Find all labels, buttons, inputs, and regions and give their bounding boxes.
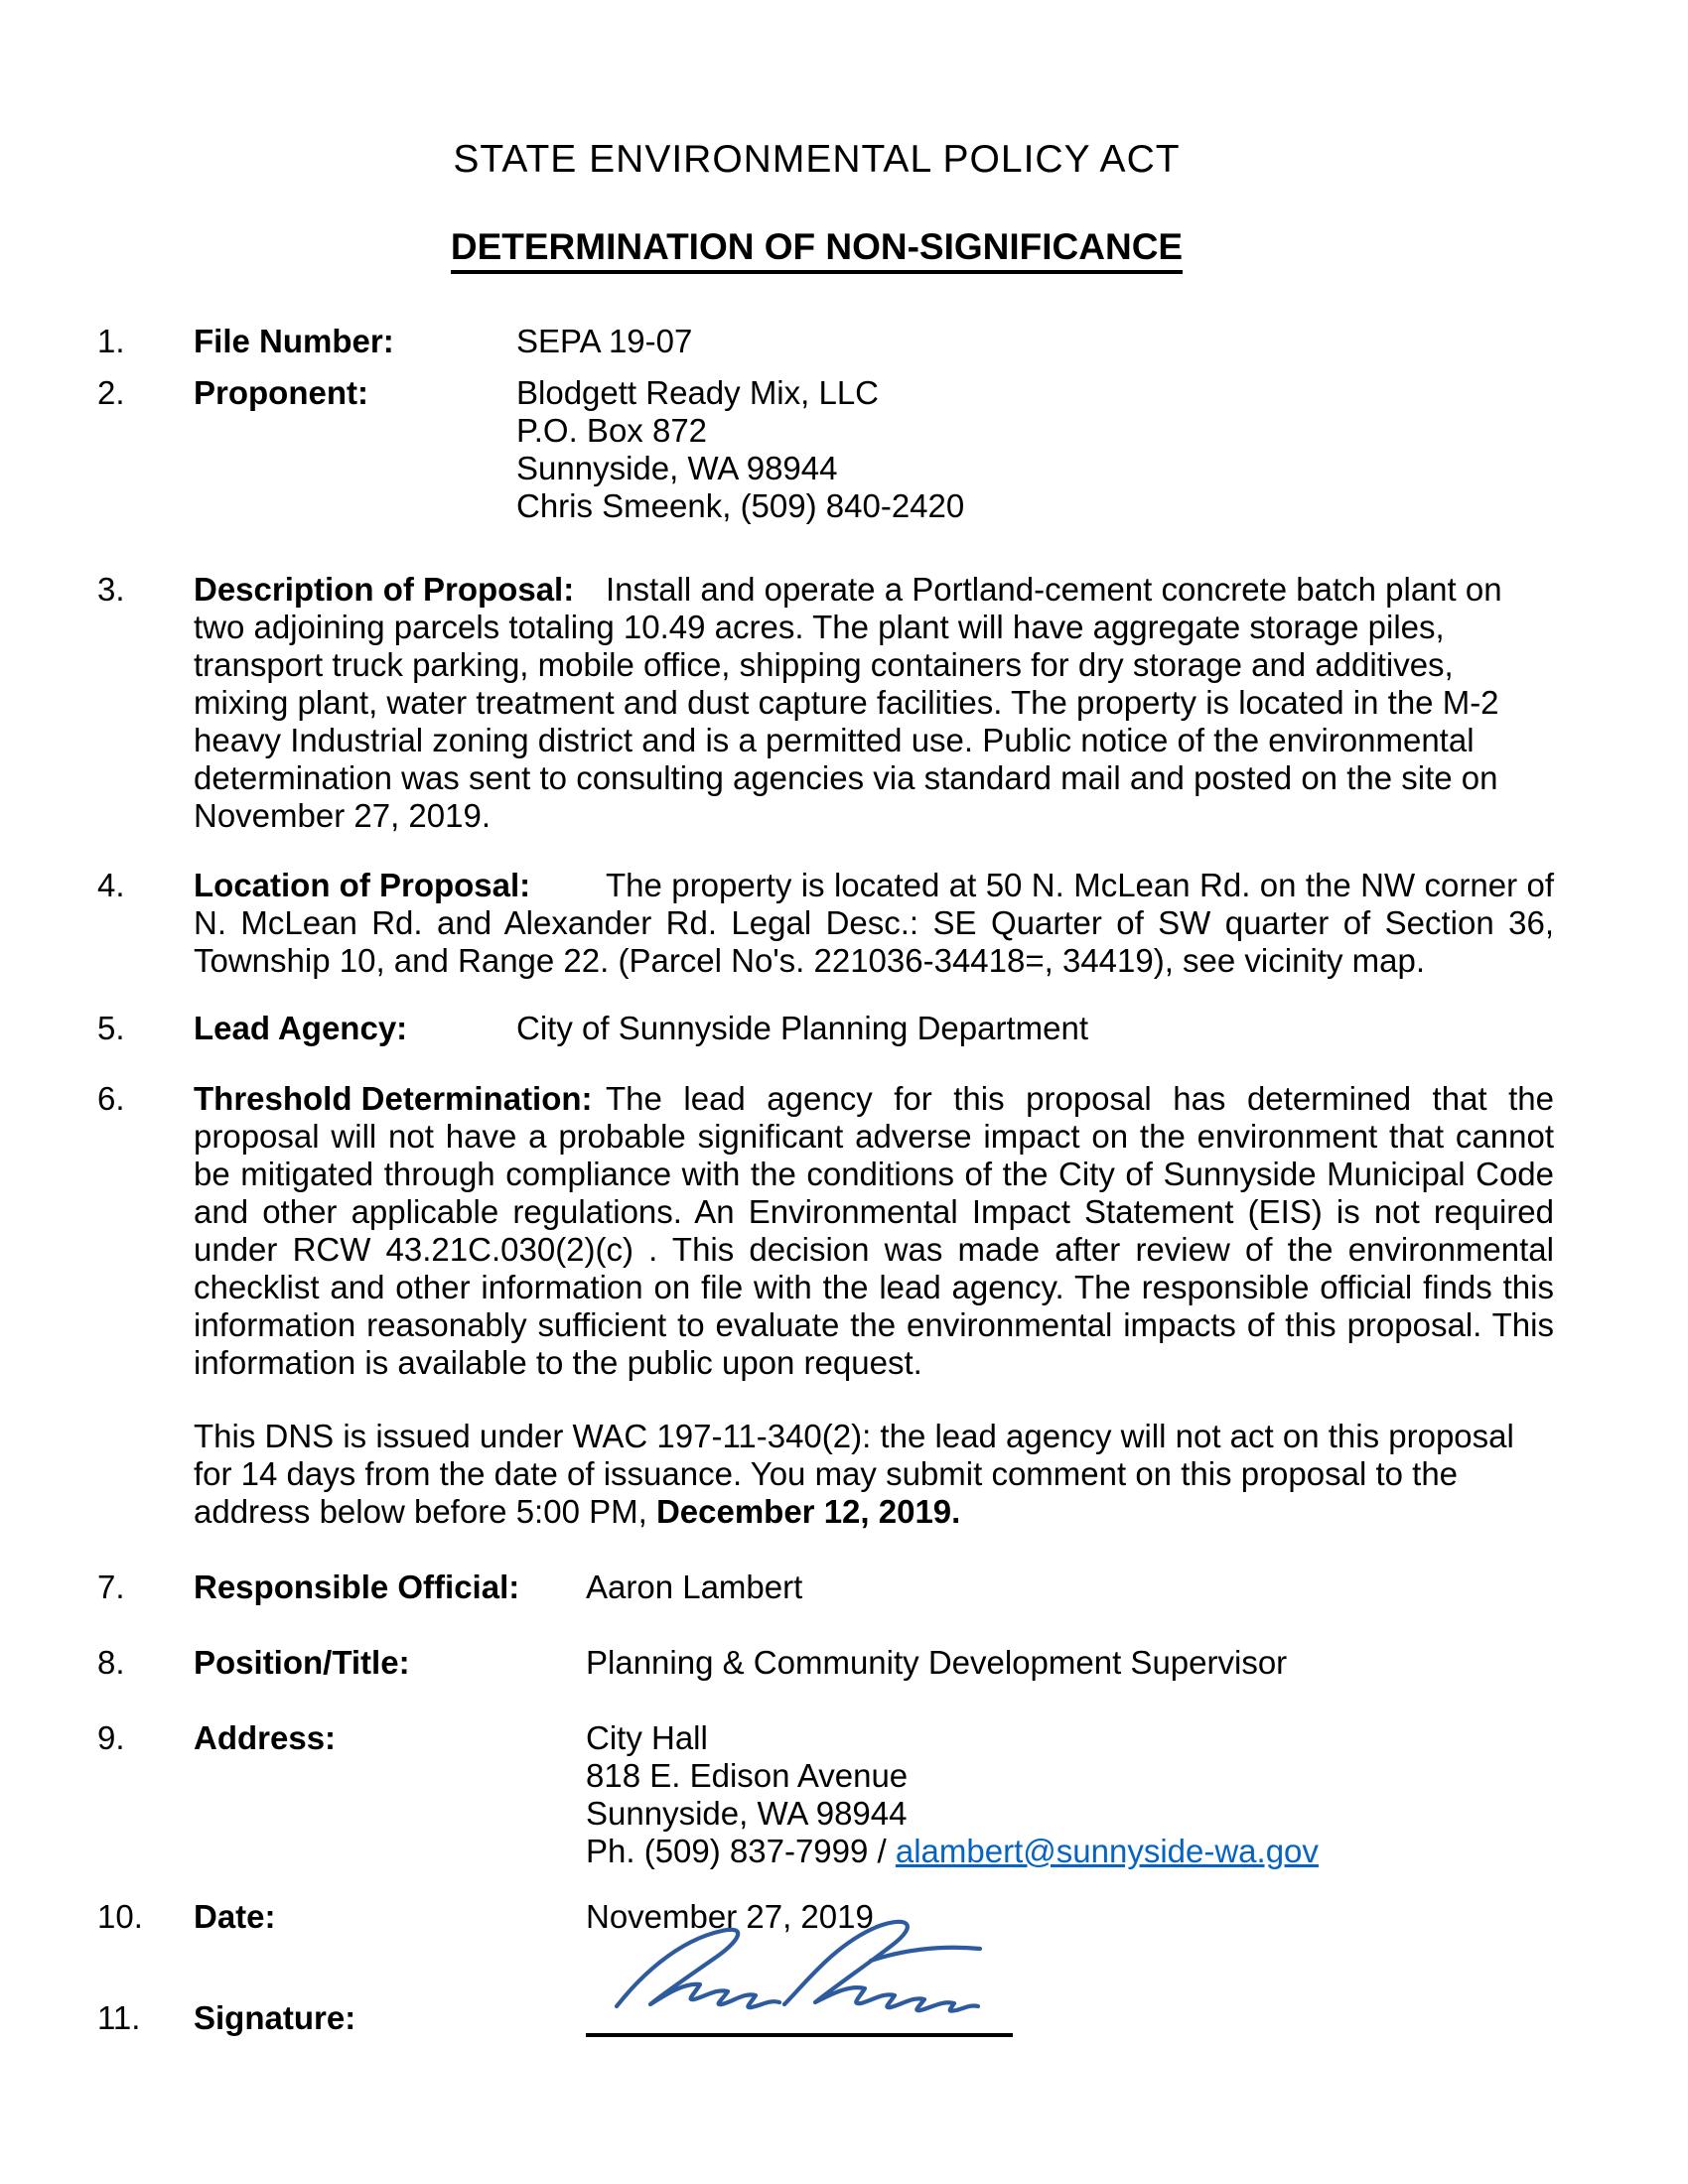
item-address bbox=[0, 1719, 1688, 1870]
item-label: Address: bbox=[194, 1719, 337, 1756]
proponent-po-box: P.O. Box 872 bbox=[516, 412, 708, 449]
item-signature bbox=[0, 1999, 1688, 2089]
phone-number: Ph. (509) 837-7999 / bbox=[586, 1833, 896, 1869]
item-number: 2. bbox=[97, 374, 125, 411]
proponent-name: Blodgett Ready Mix, LLC bbox=[516, 374, 880, 411]
item-label: Signature: bbox=[194, 1999, 356, 2036]
item-label: Location of Proposal: bbox=[194, 867, 531, 903]
item-label: Position/Title: bbox=[194, 1644, 410, 1681]
position-title-value: Planning & Community Development Supervisor bbox=[586, 1644, 1288, 1681]
email-link[interactable]: alambert@sunnyside-wa.gov bbox=[895, 1833, 1319, 1869]
dns-deadline-date: December 12, 2019. bbox=[655, 1493, 961, 1530]
proponent-city: Sunnyside, WA 98944 bbox=[516, 450, 838, 486]
item-number: 7. bbox=[97, 1569, 125, 1605]
item-label: Date: bbox=[194, 1898, 276, 1935]
location-text: The property is located at 50 N. McLean Rd. on the NW corner of N. McLean Rd. and Alexander Rd. Legal Desc.: SE Quarter of SW quarter of Section 36, Township 10, and Range 22. (Parcel No's. 221036-34418=, 34419), see vicinity map. bbox=[194, 867, 1554, 979]
address-value bbox=[586, 1719, 1319, 1870]
responsible-official-value: Aaron Lambert bbox=[586, 1569, 803, 1605]
address-line: 818 E. Edison Avenue bbox=[586, 1757, 909, 1794]
item-description-of-proposal bbox=[0, 571, 1688, 835]
proponent-contact: Chris Smeenk, (509) 840-2420 bbox=[516, 487, 965, 524]
item-number: 3. bbox=[97, 571, 125, 608]
item-number: 9. bbox=[97, 1719, 125, 1756]
item-file-number bbox=[0, 323, 1688, 360]
handwritten-signature-image bbox=[611, 1915, 988, 2014]
item-responsible-official bbox=[0, 1569, 1688, 1606]
item-lead-agency bbox=[0, 1010, 1688, 1047]
item-label: Description of Proposal: bbox=[194, 571, 575, 608]
address-phone-line bbox=[586, 1833, 1319, 1870]
item-number: 5. bbox=[97, 1010, 125, 1046]
item-location-of-proposal bbox=[0, 867, 1688, 980]
item-label: Threshold Determination: bbox=[194, 1080, 593, 1117]
dns-text: This DNS is issued under WAC 197-11-340(2): the lead agency will not act on this proposal for 14 days from the date of issuance. You may submit comment on this proposal to the address below before 5:00 PM, bbox=[194, 1418, 1514, 1530]
threshold-text: The lead agency for this proposal has determined that the proposal will not have a probable significant adverse impact on the environment that cannot be mitigated through compliance with the conditions of the City of Sunnyside Municipal Code and other applicable regulations. An Environmental Impact Statement (EIS) is not required under RCW 43.21C.030(2)(c) . This decision was made after review of the environmental checklist and other information on file with the lead agency. The responsible official finds this information reasonably sufficient to evaluate the environmental impacts of this proposal. This information is available to the public upon request. bbox=[194, 1080, 1554, 1381]
item-label: Responsible Official: bbox=[194, 1569, 520, 1605]
item-threshold-determination bbox=[0, 1080, 1688, 1382]
file-number-value: SEPA 19-07 bbox=[516, 323, 693, 359]
item-number: 6. bbox=[97, 1080, 125, 1117]
address-line: Sunnyside, WA 98944 bbox=[586, 1795, 908, 1832]
address-line: City Hall bbox=[586, 1719, 708, 1756]
page-title: STATE ENVIRONMENTAL POLICY ACT bbox=[453, 138, 1181, 181]
item-number: 10. bbox=[97, 1898, 143, 1935]
doc-heading bbox=[0, 228, 1688, 266]
dns-paragraph bbox=[0, 1418, 1688, 1531]
signature-line bbox=[586, 2033, 1013, 2037]
item-number: 8. bbox=[97, 1644, 125, 1681]
item-label: Lead Agency: bbox=[194, 1010, 408, 1046]
item-number: 11. bbox=[97, 1999, 141, 2036]
item-position-title bbox=[0, 1644, 1688, 1682]
item-number: 1. bbox=[97, 323, 125, 359]
item-label: File Number: bbox=[194, 323, 394, 359]
proponent-value bbox=[516, 374, 964, 525]
doc-heading-text: DETERMINATION OF NON-SIGNIFICANCE bbox=[451, 226, 1183, 274]
lead-agency-value: City of Sunnyside Planning Department bbox=[516, 1010, 1088, 1046]
item-proponent bbox=[0, 374, 1688, 525]
description-text: Install and operate a Portland-cement concrete batch plant on two adjoining parcels totaling 10.49 acres. The plant will have aggregate storage piles, transport truck parking, mobile office, shipping containers for dry storage and additives, mixing plant, water treatment and dust capture facilities. The property is located in the M-2 heavy Industrial zoning district and is a permitted use. Public notice of the environmental determination was sent to consulting agencies via standard mail and posted on the site on November 27, 2019. bbox=[194, 571, 1502, 834]
date-value: November 27, 2019 bbox=[586, 1898, 874, 1935]
item-number: 4. bbox=[97, 867, 125, 903]
item-label: Proponent: bbox=[194, 374, 368, 411]
